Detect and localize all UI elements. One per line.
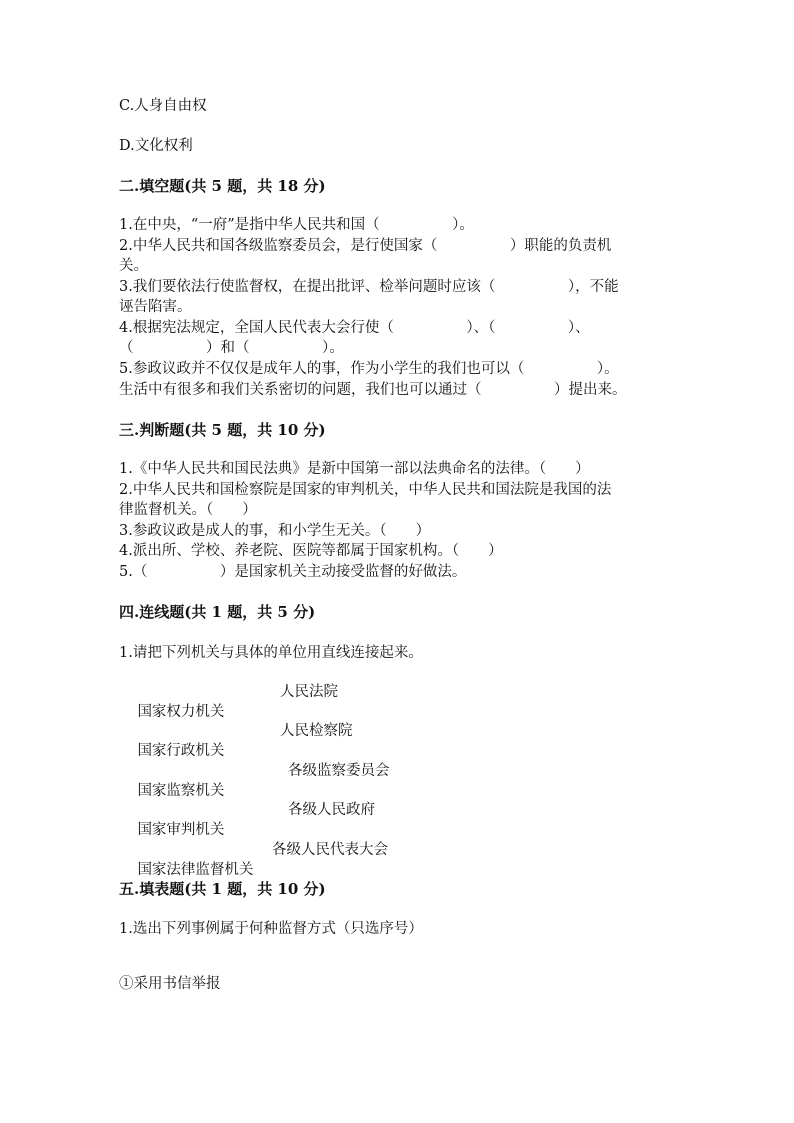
matching-left-item: 国家行政机关	[137, 743, 225, 759]
true-false-line: 5.（ ）是国家机关主动接受监督的好做法。	[119, 564, 467, 580]
fill-blank-line: 关。	[119, 258, 148, 274]
fill-blank-line: 诬告陷害。	[119, 299, 192, 315]
fill-blank-line: 4.根据宪法规定，全国人民代表大会行使（ ）、（ ）、	[119, 320, 590, 336]
section-heading-matching: 四.连线题(共 1 题，共 5 分)	[119, 603, 316, 621]
true-false-line: 1.《中华人民共和国民法典》是新中国第一部以法典命名的法律。（ ）	[119, 461, 590, 477]
matching-instruction: 1.请把下列机关与具体的单位用直线连接起来。	[119, 645, 423, 661]
fill-blank-line: 1.在中央，“一府”是指中华人民共和国（ ）。	[119, 217, 474, 233]
matching-right-item: 人民检察院	[280, 723, 353, 739]
section-heading-fill-table: 五.填表题(共 1 题，共 10 分)	[119, 880, 326, 898]
fill-blank-line: 3.我们要依法行使监督权，在提出批评、检举问题时应该（ ），不能	[119, 279, 619, 295]
section-heading-true-false: 三.判断题(共 5 题，共 10 分)	[119, 421, 326, 439]
matching-left-item: 国家权力机关	[137, 704, 225, 720]
true-false-line: 2.中华人民共和国检察院是国家的审判机关，中华人民共和国法院是我国的法	[119, 482, 612, 498]
matching-right-item: 人民法院	[280, 684, 338, 700]
option-d: D.文化权利	[119, 138, 193, 154]
matching-left-item: 国家监察机关	[137, 783, 225, 799]
true-false-line: 4.派出所、学校、养老院、医院等都属于国家机构。（ ）	[119, 543, 503, 559]
fill-blank-line: 生活中有很多和我们关系密切的问题，我们也可以通过（ ）提出来。	[119, 382, 627, 398]
fill-blank-line: 2.中华人民共和国各级监察委员会，是行使国家（ ）职能的负责机	[119, 238, 612, 254]
matching-right-item: 各级人民政府	[288, 802, 375, 818]
section-heading-fill-blank: 二.填空题(共 5 题，共 18 分)	[119, 177, 326, 195]
matching-right-item: 各级人民代表大会	[272, 842, 388, 858]
fill-blank-line: 5.参政议政并不仅仅是成年人的事，作为小学生的我们也可以（ ）。	[119, 361, 619, 377]
fill-table-item: ①采用书信举报	[119, 976, 221, 992]
matching-left-item: 国家审判机关	[137, 822, 225, 838]
true-false-line: 律监督机关。（ ）	[119, 502, 257, 518]
option-c: C.人身自由权	[119, 98, 207, 114]
true-false-line: 3.参政议政是成人的事，和小学生无关。（ ）	[119, 523, 431, 539]
matching-left-item: 国家法律监督机关	[137, 862, 254, 878]
matching-right-item: 各级监察委员会	[288, 763, 390, 779]
fill-table-instruction: 1.选出下列事例属于何种监督方式（只选序号）	[119, 921, 423, 937]
fill-blank-line: （ ）和（ ）。	[119, 340, 344, 356]
